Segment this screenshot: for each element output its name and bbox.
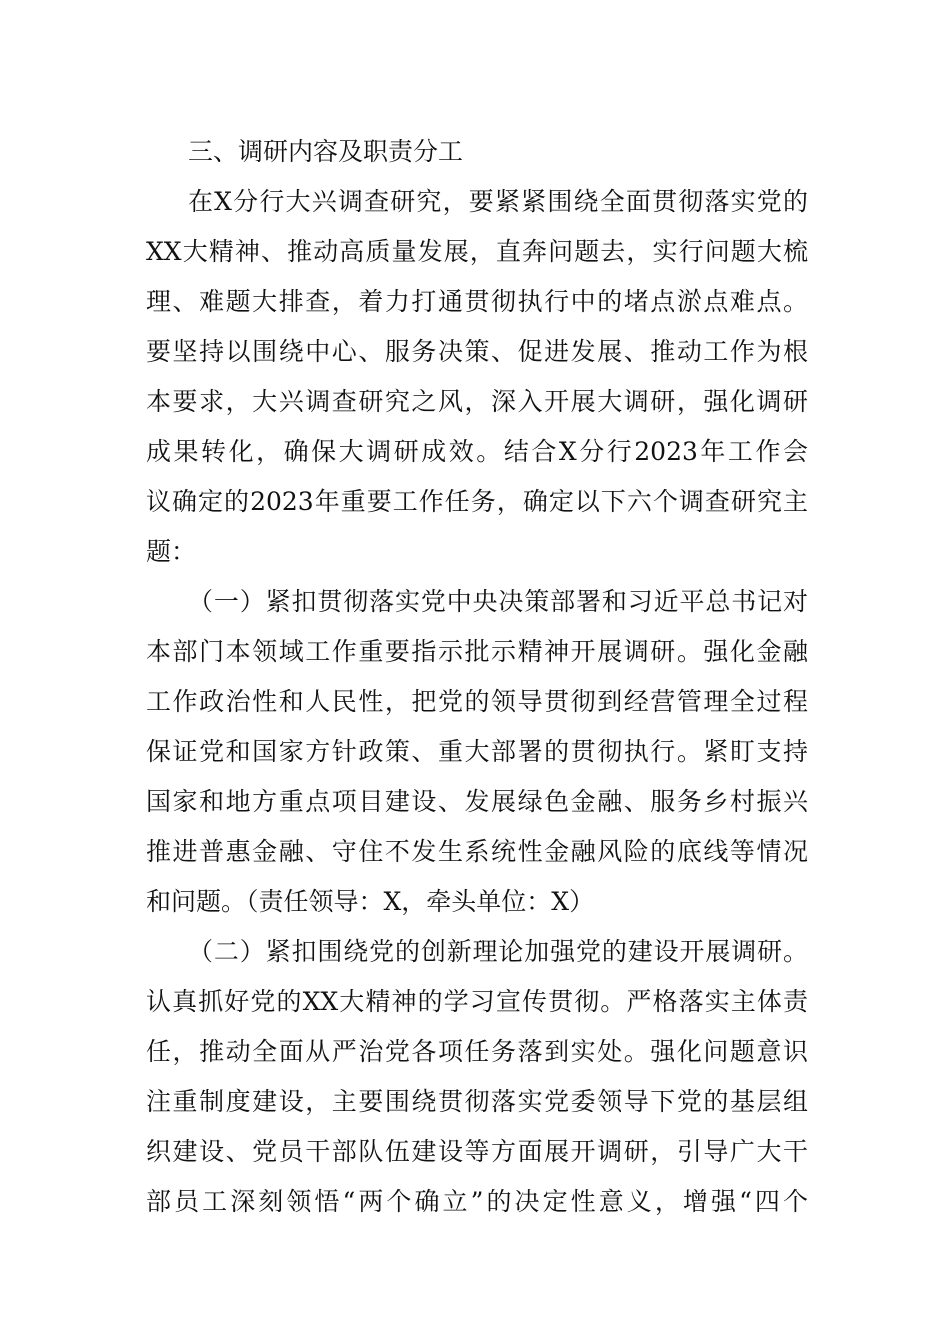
paragraph-line: 成果转化，确保大调研成效。结合X分行2023年工作会 bbox=[146, 437, 808, 466]
paragraph-line: 和问题。（责任领导：X，牵头单位：X） bbox=[146, 887, 595, 916]
paragraph-item-two bbox=[146, 927, 808, 1227]
paragraph-line: 本要求，大兴调查研究之风，深入开展大调研，强化调研 bbox=[146, 387, 808, 416]
paragraph-line: 本部门本领域工作重要指示批示精神开展调研。强化金融 bbox=[146, 637, 808, 666]
paragraph-line: 理、难题大排查，着力打通贯彻执行中的堵点淤点难点。 bbox=[146, 287, 808, 316]
paragraph-line: 推进普惠金融、守住不发生系统性金融风险的底线等情况 bbox=[146, 837, 808, 866]
section-heading: 三、调研内容及职责分工 bbox=[188, 137, 464, 166]
paragraph-item-one bbox=[146, 577, 808, 927]
paragraph-line: 任，推动全面从严治党各项任务落到实处。强化问题意识 bbox=[146, 1037, 808, 1066]
paragraph-line: 国家和地方重点项目建设、发展绿色金融、服务乡村振兴 bbox=[146, 787, 808, 816]
document-body bbox=[146, 127, 808, 1227]
paragraph-line: （二）紧扣围绕党的创新理论加强党的建设开展调研。 bbox=[188, 937, 808, 966]
paragraph-line: （一）紧扣贯彻落实党中央决策部署和习近平总书记对 bbox=[188, 587, 808, 616]
paragraph-line: 议确定的2023年重要工作任务，确定以下六个调查研究主 bbox=[146, 487, 808, 516]
paragraph-line: 保证党和国家方针政策、重大部署的贯彻执行。紧盯支持 bbox=[146, 737, 808, 766]
paragraph-line: XX大精神、推动高质量发展，直奔问题去，实行问题大梳 bbox=[146, 237, 808, 266]
paragraph-line: 题： bbox=[146, 537, 197, 566]
paragraph-line: 部员工深刻领悟“两个确立”的决定性意义，增强“四个 bbox=[146, 1187, 808, 1216]
paragraph-line: 注重制度建设，主要围绕贯彻落实党委领导下党的基层组 bbox=[146, 1087, 808, 1116]
paragraph-line: 工作政治性和人民性，把党的领导贯彻到经营管理全过程 bbox=[146, 687, 808, 716]
paragraph-line: 认真抓好党的XX大精神的学习宣传贯彻。严格落实主体责 bbox=[146, 987, 808, 1016]
paragraph-line: 要坚持以围绕中心、服务决策、促进发展、推动工作为根 bbox=[146, 337, 808, 366]
paragraph-line: 织建设、党员干部队伍建设等方面展开调研，引导广大干 bbox=[146, 1137, 808, 1166]
paragraph-line: 在X分行大兴调查研究，要紧紧围绕全面贯彻落实党的 bbox=[188, 187, 808, 216]
paragraph-research-topics bbox=[146, 177, 808, 577]
